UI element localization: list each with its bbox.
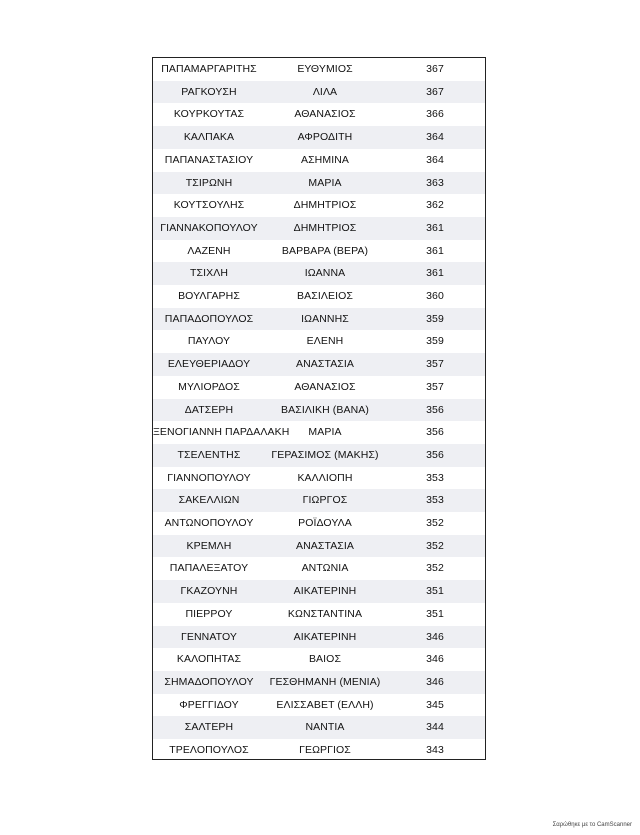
surname-cell: ΠΙΕΡΡΟΥ [185, 607, 233, 620]
firstname-cell: ΝΑΝΤΙΑ [265, 716, 385, 739]
table-row [153, 557, 485, 580]
firstname-cell: ΑΝΤΩΝΙΑ [301, 562, 349, 575]
table-row [153, 739, 485, 762]
firstname-cell: ΜΑΡΙΑ [265, 172, 385, 195]
table-row [153, 399, 485, 422]
table-row [153, 58, 485, 81]
score-cell: 357 [385, 353, 485, 376]
surname-cell: ΑΝΤΩΝΟΠΟΥΛΟΥ [164, 517, 254, 530]
surname-cell: ΓΙΑΝΝΑΚΟΠΟΥΛΟΥ [153, 217, 265, 240]
surname-cell: ΒΟΥΛΓΑΡΗΣ [178, 290, 240, 303]
table-row [153, 535, 485, 558]
table-row [153, 81, 485, 104]
firstname-cell: ΒΑΙΟΣ [308, 653, 342, 666]
table-row [153, 194, 485, 217]
table-row [153, 603, 485, 626]
firstname-cell: ΕΥΘΥΜΙΟΣ [297, 63, 353, 75]
table-row [153, 240, 485, 263]
score-cell: 359 [426, 335, 444, 348]
surname-cell: ΓΕΝΝΑΤΟΥ [153, 626, 265, 649]
surname-cell: ΠΑΥΛΟΥ [187, 335, 231, 348]
surname-cell: ΤΣΕΛΕΝΤΗΣ [153, 444, 265, 467]
table-row [153, 262, 485, 285]
table-row [153, 308, 485, 331]
surname-cell: ΛΑΖΕΝΗ [187, 244, 231, 257]
score-cell: 346 [426, 653, 444, 666]
score-cell: 346 [385, 626, 485, 649]
table-row [153, 149, 485, 172]
table-row [153, 376, 485, 399]
firstname-cell: ΜΑΡΙΑ [308, 426, 342, 439]
results-table [153, 58, 485, 762]
table-row [153, 330, 485, 353]
score-cell: 360 [426, 290, 444, 303]
score-cell: 367 [426, 63, 444, 75]
surname-cell: ΕΛΕΥΘΕΡΙΑΔΟΥ [153, 353, 265, 376]
table-row [153, 512, 485, 535]
results-table-body [153, 58, 485, 762]
surname-cell: ΦΡΕΓΓΙΔΟΥ [179, 698, 239, 711]
score-cell: 363 [385, 172, 485, 195]
surname-cell: ΠΑΠΑΛΕΞΑΤΟΥ [169, 562, 249, 575]
table-row [153, 444, 485, 467]
firstname-cell: ΒΑΣΙΛΕΙΟΣ [297, 290, 353, 303]
score-cell: 351 [385, 580, 485, 603]
score-cell: 352 [385, 535, 485, 558]
score-cell: 364 [426, 153, 444, 166]
firstname-cell: ΑΣΗΜΙΝΑ [300, 153, 350, 166]
table-row [153, 694, 485, 717]
table-row [153, 285, 485, 308]
table-row [153, 103, 485, 126]
surname-cell: ΜΥΛΙΟΡΔΟΣ [178, 380, 240, 393]
table-row [153, 353, 485, 376]
firstname-cell: ΑΙΚΑΤΕΡΙΝΗ [265, 580, 385, 603]
firstname-cell: ΔΗΜΗΤΡΙΟΣ [265, 217, 385, 240]
score-cell: 352 [426, 517, 444, 530]
table-row [153, 648, 485, 671]
table-row [153, 217, 485, 240]
score-cell: 359 [385, 308, 485, 331]
firstname-cell: ΛΙΛΑ [265, 81, 385, 104]
surname-cell: ΣΗΜΑΔΟΠΟΥΛΟΥ [153, 671, 265, 694]
score-cell: 344 [385, 716, 485, 739]
surname-cell: ΣΑΚΕΛΛΙΩΝ [153, 489, 265, 512]
surname-cell: ΡΑΓΚΟΥΣΗ [153, 81, 265, 104]
table-row [153, 489, 485, 512]
surname-cell: ΚΟΥΡΚΟΥΤΑΣ [173, 108, 245, 121]
firstname-cell: ΚΩΝΣΤΑΝΤΙΝΑ [287, 607, 363, 620]
score-cell: 367 [385, 81, 485, 104]
firstname-cell: ΒΑΡΒΑΡΑ (ΒΕΡΑ) [281, 244, 369, 257]
score-cell: 356 [426, 426, 444, 439]
surname-cell: ΤΣΙΧΛΗ [153, 262, 265, 285]
firstname-cell: ΔΗΜΗΤΡΙΟΣ [293, 199, 357, 212]
surname-cell: ΓΙΑΝΝΟΠΟΥΛΟΥ [167, 471, 251, 484]
firstname-cell: ΓΙΩΡΓΟΣ [265, 489, 385, 512]
firstname-cell: ΓΕΡΑΣΙΜΟΣ (ΜΑΚΗΣ) [265, 444, 385, 467]
firstname-cell: ΕΛΙΣΣΑΒΕΤ (ΕΛΛΗ) [276, 698, 374, 711]
table-row [153, 126, 485, 149]
surname-cell: ΚΟΥΤΣΟΥΛΗΣ [173, 199, 245, 212]
firstname-cell: ΑΙΚΑΤΕΡΙΝΗ [265, 626, 385, 649]
surname-cell: ΤΡΕΛΟΠΟΥΛΟΣ [169, 744, 249, 757]
table-row [153, 580, 485, 603]
table-row [153, 626, 485, 649]
score-cell: 364 [385, 126, 485, 149]
firstname-cell: ΒΑΣΙΛΙΚΗ (ΒΑΝΑ) [265, 399, 385, 422]
score-cell: 356 [385, 399, 485, 422]
surname-cell: ΔΑΤΣΕΡΗ [153, 399, 265, 422]
table-row [153, 467, 485, 490]
firstname-cell: ΓΕΣΘΗΜΑΝΗ (ΜΕΝΙΑ) [265, 671, 385, 694]
firstname-cell: ΙΩΑΝΝΗΣ [265, 308, 385, 331]
score-cell: 361 [426, 244, 444, 257]
firstname-cell: ΑΘΑΝΑΣΙΟΣ [294, 380, 356, 393]
firstname-cell: ΕΛΕΝΗ [306, 335, 344, 348]
score-cell: 345 [426, 698, 444, 711]
score-cell: 361 [385, 262, 485, 285]
score-cell: 346 [385, 671, 485, 694]
surname-cell: ΓΚΑΖΟΥΝΗ [153, 580, 265, 603]
score-cell: 356 [385, 444, 485, 467]
firstname-cell: ΓΕΩΡΓΙΟΣ [299, 744, 351, 757]
score-cell: 362 [426, 199, 444, 212]
firstname-cell: ΑΦΡΟΔΙΤΗ [265, 126, 385, 149]
firstname-cell: ΚΑΛΛΙΟΠΗ [297, 471, 353, 484]
table-row [153, 671, 485, 694]
table-row [153, 716, 485, 739]
surname-cell: ΚΑΛΟΠΗΤΑΣ [176, 653, 242, 666]
firstname-cell: ΑΝΑΣΤΑΣΙΑ [265, 353, 385, 376]
score-cell: 351 [426, 607, 444, 620]
firstname-cell: ΑΘΑΝΑΣΙΟΣ [294, 108, 356, 121]
results-table-frame [152, 57, 486, 760]
score-cell: 353 [385, 489, 485, 512]
surname-cell: ΠΑΠΑΜΑΡΓΑΡΙΤΗΣ [161, 63, 257, 75]
score-cell: 343 [426, 744, 444, 757]
score-cell: 361 [385, 217, 485, 240]
surname-cell: ΚΑΛΠΑΚΑ [153, 126, 265, 149]
score-cell: 352 [426, 562, 444, 575]
surname-cell: ΤΣΙΡΩΝΗ [153, 172, 265, 195]
surname-cell: ΞΕΝΟΓΙΑΝΝΗ ΠΑΡΔΑΛΑΚΗ [153, 426, 290, 439]
firstname-cell: ΡΟΪΔΟΥΛΑ [298, 517, 352, 530]
score-cell: 357 [426, 380, 444, 393]
firstname-cell: ΑΝΑΣΤΑΣΙΑ [265, 535, 385, 558]
surname-cell: ΠΑΠΑΔΟΠΟΥΛΟΣ [153, 308, 265, 331]
surname-cell: ΚΡΕΜΛΗ [153, 535, 265, 558]
table-row [153, 421, 485, 444]
scanner-watermark: Σαρώθηκε με το CamScanner [552, 822, 632, 828]
score-cell: 353 [426, 471, 444, 484]
table-row [153, 172, 485, 195]
surname-cell: ΣΑΛΤΕΡΗ [153, 716, 265, 739]
surname-cell: ΠΑΠΑΝΑΣΤΑΣΙΟΥ [164, 153, 254, 166]
firstname-cell: ΙΩΑΝΝΑ [265, 262, 385, 285]
score-cell: 366 [426, 108, 444, 121]
